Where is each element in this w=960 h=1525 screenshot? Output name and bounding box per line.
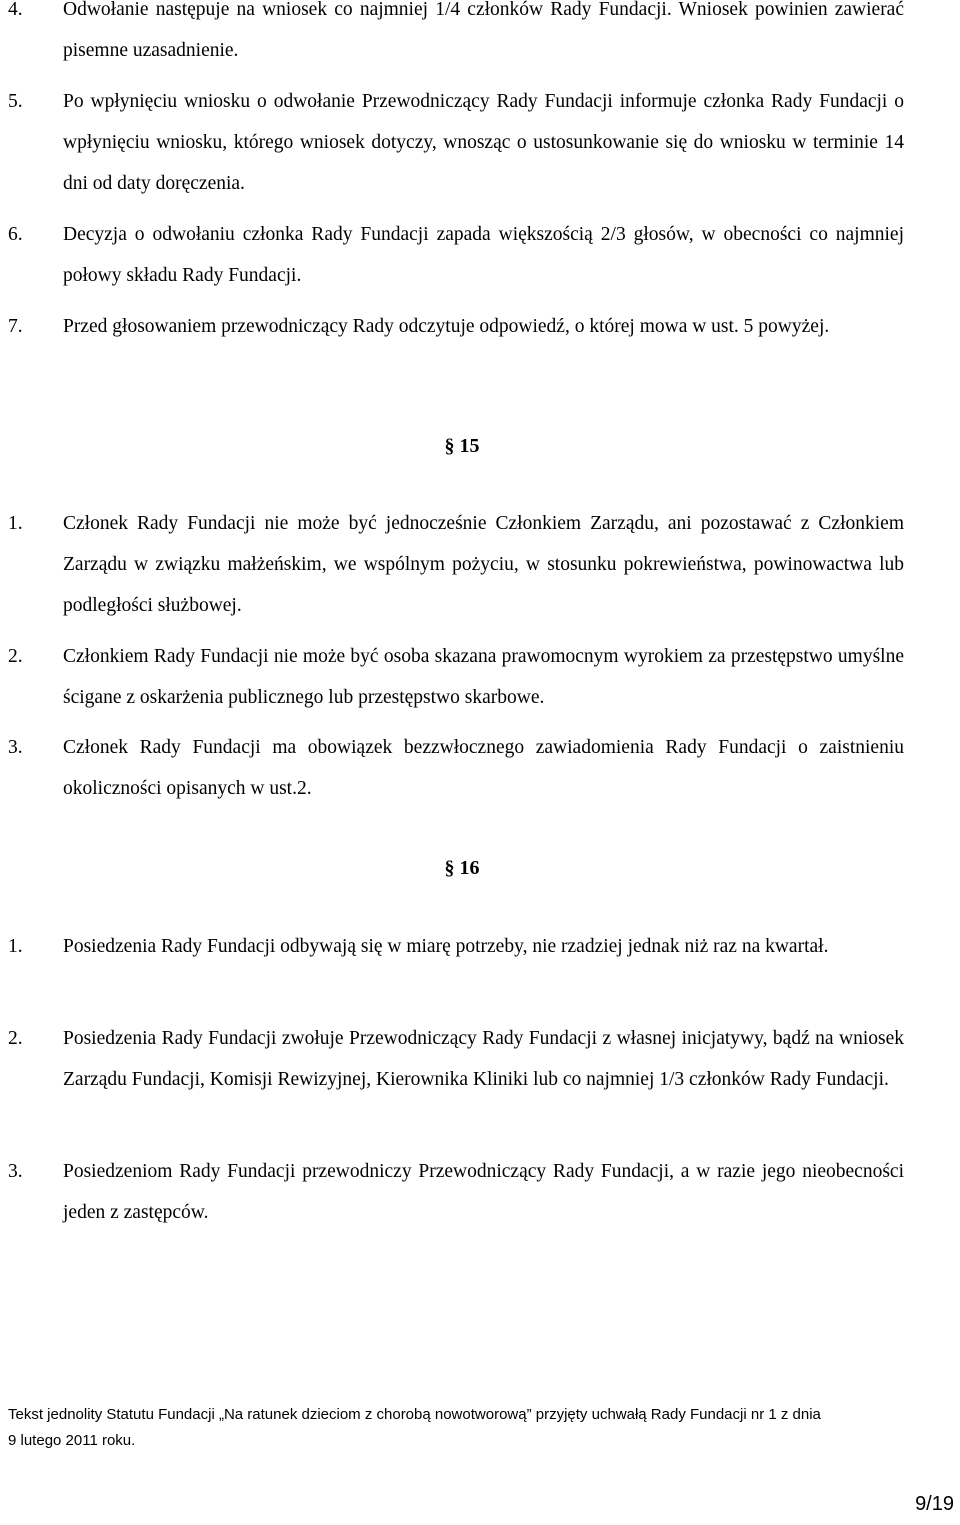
item-text: Odwołanie następuje na wniosek co najmniej 1/4 członków Rady Fundacji. Wniosek powinien zawierać pisemne uzasadnienie. bbox=[63, 0, 904, 61]
item-text: Członek Rady Fundacji nie może być jednocześnie Członkiem Zarządu, ani pozostawać z Członkiem Zarządu w związku małżeńskim, we wspólnym pożyciu, w stosunku pokrewieństwa, powinowactwa lub podległości służbowej. bbox=[63, 513, 904, 616]
item-number: 2. bbox=[8, 1028, 23, 1049]
item-number: 1. bbox=[8, 936, 23, 957]
section-heading-text: § 16 bbox=[444, 857, 480, 879]
item-text: Posiedzenia Rady Fundacji zwołuje Przewodniczący Rady Fundacji z własnej inicjatywy, bądź na wniosek Zarządu Fundacji, Komisji Rewizyjnej, Kierownika Kliniki lub co najmniej 1/3 członków Rady Fundacji. bbox=[63, 1028, 904, 1090]
list-item bbox=[0, 0, 904, 71]
item-number: 5. bbox=[8, 91, 23, 112]
list-item bbox=[0, 1151, 904, 1233]
footer-line: Tekst jednolity Statutu Fundacji „Na ratunek dzieciom z chorobą nowotworową” przyjęty uchwałą Rady Fundacji nr 1 z dnia bbox=[8, 1406, 821, 1423]
item-text: Członkiem Rady Fundacji nie może być osoba skazana prawomocnym wyrokiem za przestępstwo umyślne ścigane z oskarżenia publicznego lub przestępstwo skarbowe. bbox=[63, 646, 904, 708]
list-item bbox=[0, 727, 904, 809]
item-number: 3. bbox=[8, 1161, 23, 1182]
item-text: Członek Rady Fundacji ma obowiązek bezzwłocznego zawiadomienia Rady Fundacji o zaistnieniu okoliczności opisanych w ust.2. bbox=[63, 737, 904, 799]
item-text: Posiedzenia Rady Fundacji odbywają się w miarę potrzeby, nie rzadziej jednak niż raz na kwartał. bbox=[63, 936, 829, 957]
section-heading-15 bbox=[0, 434, 960, 458]
item-text: Decyzja o odwołaniu członka Rady Fundacji zapada większością 2/3 głosów, w obecności co najmniej połowy składu Rady Fundacji. bbox=[63, 224, 904, 286]
item-number: 4. bbox=[8, 0, 23, 20]
item-text: Posiedzeniom Rady Fundacji przewodniczy Przewodniczący Rady Fundacji, a w razie jego nieobecności jeden z zastępców. bbox=[63, 1161, 904, 1223]
item-number: 6. bbox=[8, 224, 23, 245]
footer-line: 9 lutego 2011 roku. bbox=[8, 1432, 136, 1449]
section-heading-16 bbox=[0, 856, 960, 880]
list-item bbox=[0, 926, 904, 967]
section-heading-text: § 15 bbox=[444, 435, 480, 457]
list-item bbox=[0, 214, 904, 296]
list-item bbox=[0, 1018, 904, 1100]
item-text: Przed głosowaniem przewodniczący Rady odczytuje odpowiedź, o której mowa w ust. 5 powyżej. bbox=[63, 316, 830, 337]
list-item bbox=[0, 636, 904, 718]
list-item bbox=[0, 503, 904, 626]
list-item bbox=[0, 306, 904, 347]
item-number: 1. bbox=[8, 513, 23, 534]
item-number: 3. bbox=[8, 737, 23, 758]
list-item bbox=[0, 81, 904, 204]
page-footer bbox=[8, 1398, 958, 1458]
item-number: 2. bbox=[8, 646, 23, 667]
item-number: 7. bbox=[8, 316, 23, 337]
item-text: Po wpłynięciu wniosku o odwołanie Przewodniczący Rady Fundacji informuje członka Rady Fundacji o wpłynięciu wniosku, którego wniosek dotyczy, wnosząc o ustosunkowanie się do wniosku w terminie 14 dni od daty doręczenia. bbox=[63, 91, 904, 194]
page-number: 9/19 bbox=[915, 1493, 954, 1515]
